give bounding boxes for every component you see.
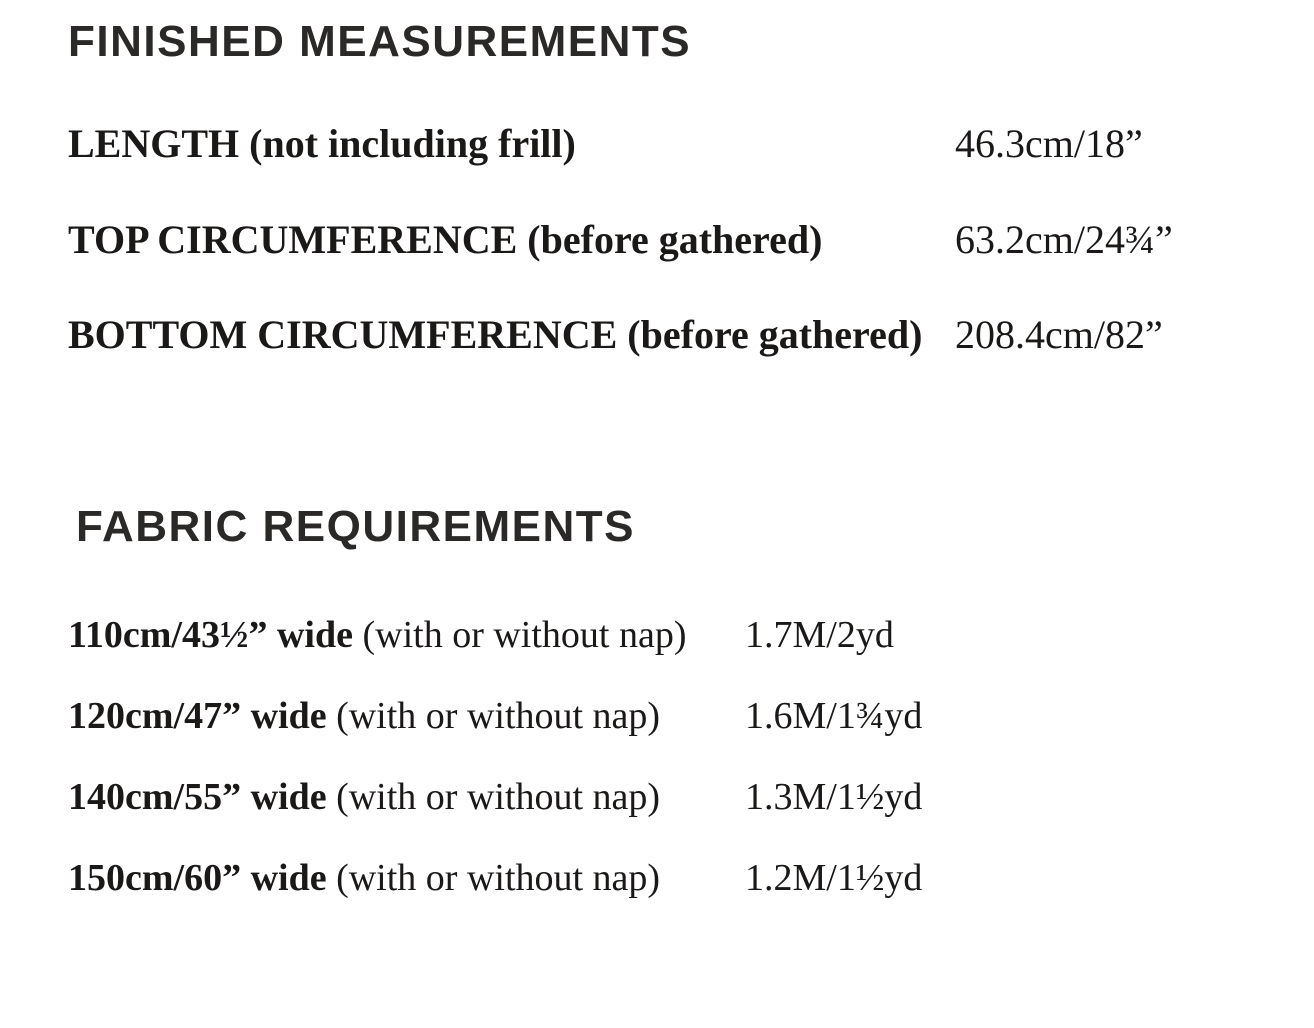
fabric-nap-note: (with or without nap) xyxy=(336,695,661,737)
fabric-nap-note: (with or without nap) xyxy=(362,614,687,656)
fabric-row-150cm xyxy=(68,859,1278,897)
fabric-nap-note: (with or without nap) xyxy=(336,776,661,818)
fabric-nap-note: (with or without nap) xyxy=(336,857,661,899)
measurement-value: 46.3cm/18” xyxy=(955,121,1143,166)
measurement-label: TOP CIRCUMFERENCE (before gathered) xyxy=(68,217,823,262)
fabric-row-110cm xyxy=(68,616,1278,654)
measurement-row-bottom-circumference xyxy=(68,312,1278,357)
measurement-value: 63.2cm/24¾” xyxy=(955,217,1173,262)
fabric-width-label: 120cm/47” wide xyxy=(68,695,327,737)
measurement-label: BOTTOM CIRCUMFERENCE (before gathered) xyxy=(68,312,923,357)
fabric-width-label: 140cm/55” wide xyxy=(68,776,327,818)
fabric-width-label: 110cm/43½” wide xyxy=(68,614,353,656)
fabric-yardage-value: 1.7M/2yd xyxy=(745,614,894,656)
fabric-yardage-value: 1.2M/1½yd xyxy=(745,857,923,899)
fabric-row-120cm xyxy=(68,697,1278,735)
fabric-width-label: 150cm/60” wide xyxy=(68,857,327,899)
measurement-label: LENGTH (not including frill) xyxy=(68,121,576,166)
fabric-requirements-heading: FABRIC REQUIREMENTS xyxy=(76,502,635,551)
fabric-row-140cm xyxy=(68,778,1278,816)
fabric-yardage-value: 1.3M/1½yd xyxy=(745,776,923,818)
finished-measurements-heading: FINISHED MEASUREMENTS xyxy=(68,17,692,66)
measurement-row-top-circumference xyxy=(68,217,1278,262)
fabric-yardage-value: 1.6M/1¾yd xyxy=(745,695,923,737)
measurement-row-length xyxy=(68,121,1278,166)
measurement-value: 208.4cm/82” xyxy=(955,312,1163,357)
